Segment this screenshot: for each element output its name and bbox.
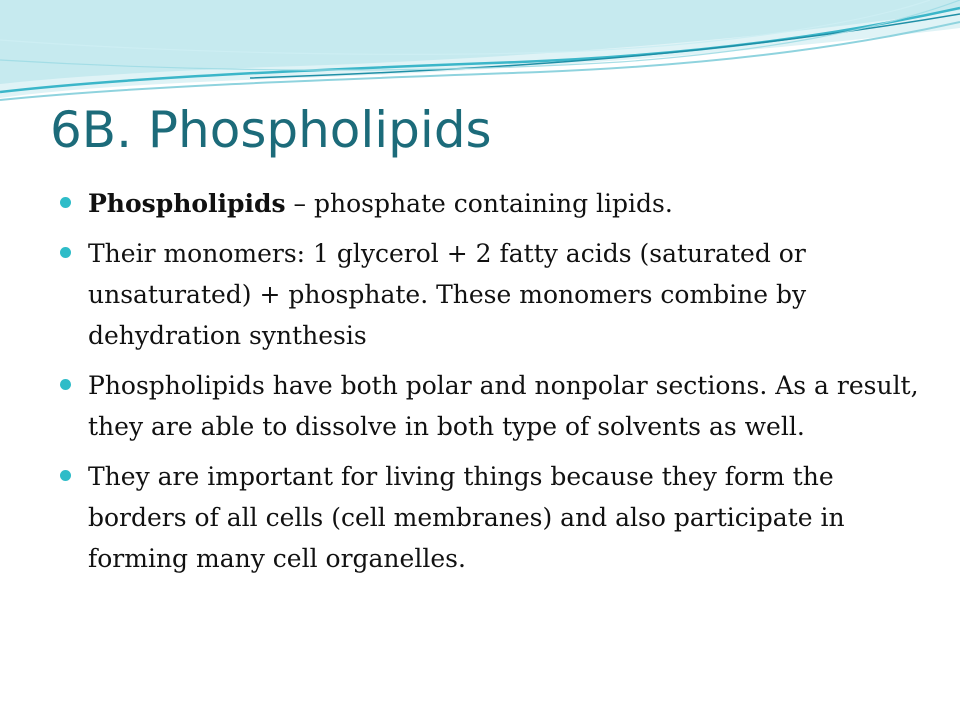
bullet-list: [60, 183, 920, 588]
slide-title: 6B. Phospholipids: [50, 101, 492, 159]
bullet-dot-icon: [60, 379, 71, 390]
bullet-item: [60, 456, 920, 579]
bullet-dot-icon: [60, 247, 71, 258]
bullet-term: Phospholipids: [88, 189, 286, 218]
bullet-dot-icon: [60, 470, 71, 481]
bullet-text: Phospholipids have both polar and nonpolar sections. As a result, they are able to dissolve in both type of solvents as well.: [88, 371, 919, 441]
bullet-text: Their monomers: 1 glycerol + 2 fatty acids (saturated or unsaturated) + phosphate. These monomers combine by dehydration synthesis: [88, 239, 807, 350]
bullet-item: [60, 183, 920, 224]
bullet-dot-icon: [60, 197, 71, 208]
bullet-item: [60, 365, 920, 447]
bullet-item: [60, 233, 920, 356]
bullet-text: They are important for living things because they form the borders of all cells (cell membranes) and also participate in forming many cell organelles.: [88, 462, 845, 573]
bullet-text: – phosphate containing lipids.: [285, 189, 673, 218]
